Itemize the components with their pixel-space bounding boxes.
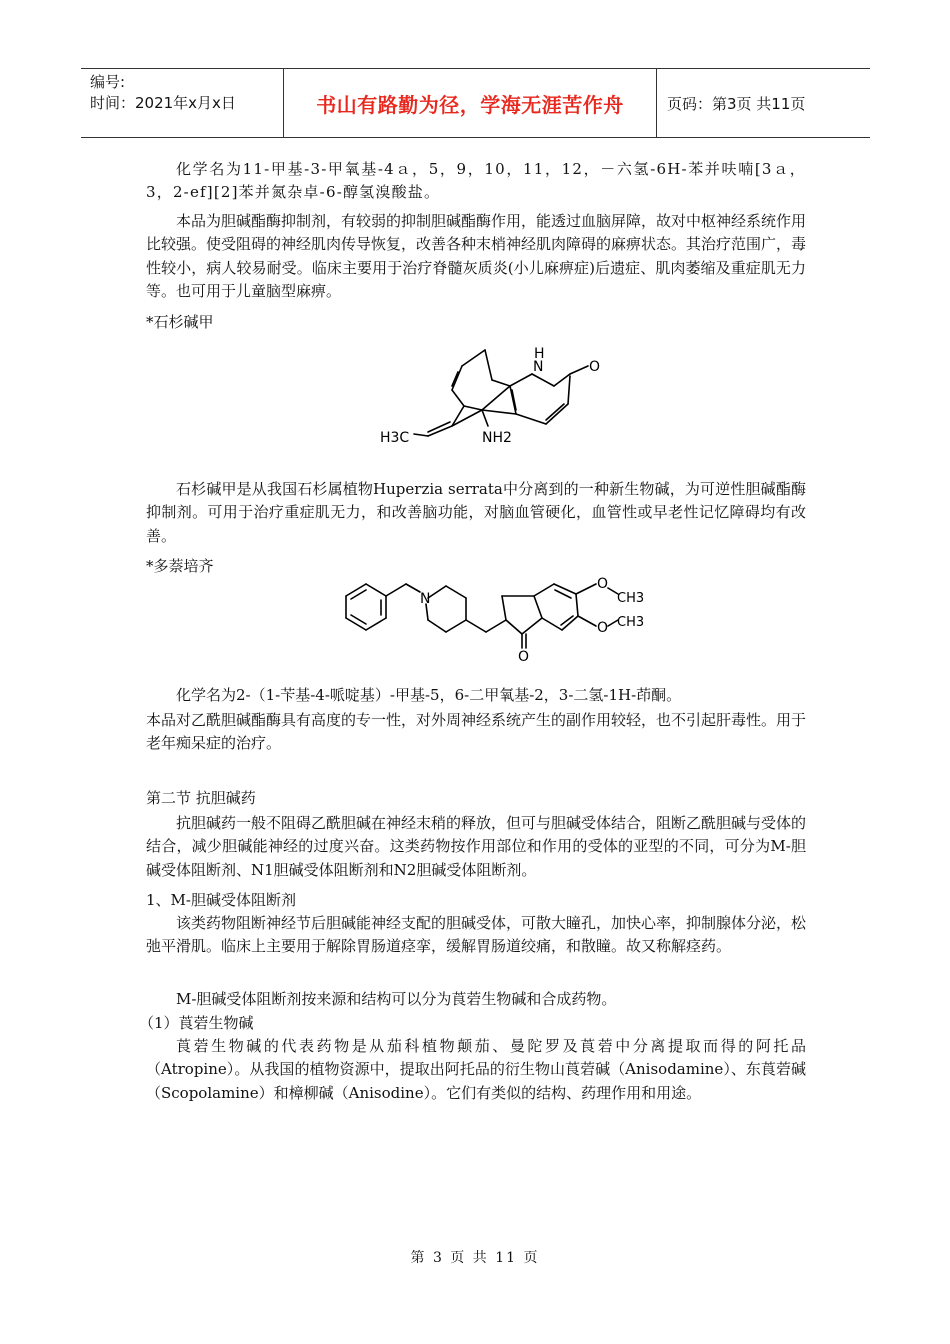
atom-o: O — [597, 576, 609, 592]
page-info: 页码：第3页 共11页 — [667, 94, 806, 113]
bond — [452, 390, 464, 406]
chemical-name-paragraph: 化学名为11-甲基-3-甲氧基-4ａ，5，9，10，11，12，－六氢-6H-苯并呋喃[3ａ，3，2-ef][2]苯并氮杂卓-6-醇氢溴酸盐。 — [146, 160, 806, 202]
bond — [561, 616, 573, 625]
bond — [522, 618, 542, 634]
section-title: 第二节 抗胆碱药 — [146, 789, 256, 807]
page-footer: 第 3 页 共 11 页 — [410, 1250, 540, 1266]
bond — [428, 586, 446, 598]
amine-label: NH2 — [482, 430, 512, 446]
bond — [510, 386, 516, 414]
bond — [482, 410, 516, 414]
atom-n: N — [420, 591, 431, 607]
subsection-title: 1、M-胆碱受体阻断剂 — [146, 891, 296, 909]
atom-o: O — [589, 359, 601, 375]
bond — [446, 586, 466, 598]
subsection-paragraph: 莨菪生物碱的代表药物是从茄科植物颠茄、曼陀罗及莨菪中分离提取而得的阿托品（Atropine）。从我国的植物资源中，提取出阿托品的衍生物山莨菪碱（Anisodamine）、东莨菪碱（Scopolamine）和樟柳碱（Anisodine）。它们有类似的结构、药理作用和用途。 — [146, 1037, 806, 1102]
header-page-cell — [657, 69, 870, 137]
methyl-label: CH3 — [617, 615, 645, 630]
atom-o: O — [518, 649, 530, 664]
bond — [510, 374, 532, 386]
methyl-label: H3C — [380, 430, 410, 446]
bond — [542, 618, 562, 630]
bond — [482, 410, 488, 426]
bond — [406, 584, 420, 592]
bond — [546, 404, 568, 424]
bond — [346, 618, 366, 630]
subsection-paragraph: M-胆碱受体阻断剂按来源和结构可以分为莨菪生物碱和合成药物。 — [176, 990, 617, 1008]
donepezil-heading: *多萘培齐 — [146, 557, 214, 575]
bond — [532, 374, 554, 386]
atom-o: O — [597, 620, 609, 636]
bond — [502, 596, 506, 620]
bond — [346, 584, 366, 596]
atom-n: N — [533, 359, 544, 375]
bond — [386, 584, 406, 596]
bond — [446, 620, 466, 632]
methyl-label: CH3 — [617, 591, 645, 606]
bond — [554, 584, 576, 594]
bond — [366, 584, 386, 596]
header-meta-cell — [81, 69, 284, 137]
bond — [506, 620, 522, 634]
description-paragraph: 本品为胆碱酯酶抑制剂，有较弱的抑制胆碱酯酶作用，能透过血脑屏障，故对中枢神经系统作用比较强。使受阻碍的神经肌肉传导恢复，改善各种末梢神经肌肉障碍的麻痹状态。其治疗范围广，毒性较小，病人较易耐受。临床主要用于治疗脊髓灰质炎(小儿麻痹症)后遗症、肌肉萎缩及重症肌无力等。也可用于儿童脑型麻痹。 — [146, 212, 807, 301]
bond — [466, 620, 486, 632]
bond — [428, 620, 446, 632]
motto-text: 书山有路勤为径，学海无涯苦作舟 — [316, 92, 624, 117]
atom-h: H — [534, 346, 545, 362]
donepezil-structure — [336, 572, 656, 664]
bond — [576, 584, 596, 594]
huperzine-structure — [370, 338, 620, 456]
bond — [414, 434, 428, 436]
bond — [534, 596, 542, 618]
bond — [554, 374, 570, 386]
bond — [486, 620, 506, 632]
bond — [570, 366, 588, 374]
huperzine-description: 石杉碱甲是从我国石杉属植物Huperzia serrata中分离到的一种新生物碱，为可逆性胆碱酯酶抑制剂。可用于治疗重症肌无力，和改善脑功能，对脑血管硬化，血管性或早老性记忆障碍均有改善。 — [146, 480, 806, 545]
bond — [516, 414, 546, 424]
bond — [452, 366, 462, 390]
bond — [464, 406, 482, 410]
subsection-title: （1）莨菪生物碱 — [139, 1014, 254, 1032]
section-intro: 抗胆碱药一般不阻碍乙酰胆碱在神经末稍的释放，但可与胆碱受体结合，阻断乙酰胆碱与受体的结合，减少胆碱能神经的过度兴奋。这类药物按作用部位和作用的受体的亚型的不同，可分为M-胆碱受体阻断剂、N1胆碱受体阻断剂和N2胆碱受体阻断剂。 — [146, 814, 807, 879]
bond — [576, 594, 578, 616]
bond — [428, 422, 450, 432]
bond — [492, 380, 510, 386]
bond — [578, 616, 596, 626]
bond — [482, 386, 510, 410]
document-number-label: 编号: — [90, 73, 126, 91]
subsection-paragraph: 该类药物阻断神经节后胆碱能神经支配的胆碱受体，可散大瞳孔，加快心率，抑制腺体分泌，松弛平滑肌。临床上主要用于解除胃肠道痉挛，缓解胃肠道绞痛，和散瞳。故又称解痉药。 — [146, 914, 807, 956]
donepezil-chemical-name: 化学名为2-（1-苄基-4-哌啶基）-甲基-5，6-二甲氧基-2，3-二氢-1H-茚酮。 — [176, 686, 682, 704]
bond — [366, 618, 386, 630]
bond — [534, 584, 554, 596]
donepezil-description: 本品对乙酰胆碱酯酶具有高度的专一性，对外周神经系统产生的副作用较轻，也不引起肝毒性。用于老年痴呆症的治疗。 — [146, 711, 807, 753]
document-time-label: 时间：2021年x月x日 — [90, 94, 236, 112]
header-motto-cell — [284, 69, 657, 137]
bond — [546, 404, 564, 420]
bond — [485, 350, 492, 380]
bond — [462, 350, 485, 366]
huperzine-heading: *石杉碱甲 — [146, 313, 214, 331]
bond — [568, 376, 570, 404]
header-table — [81, 68, 870, 138]
